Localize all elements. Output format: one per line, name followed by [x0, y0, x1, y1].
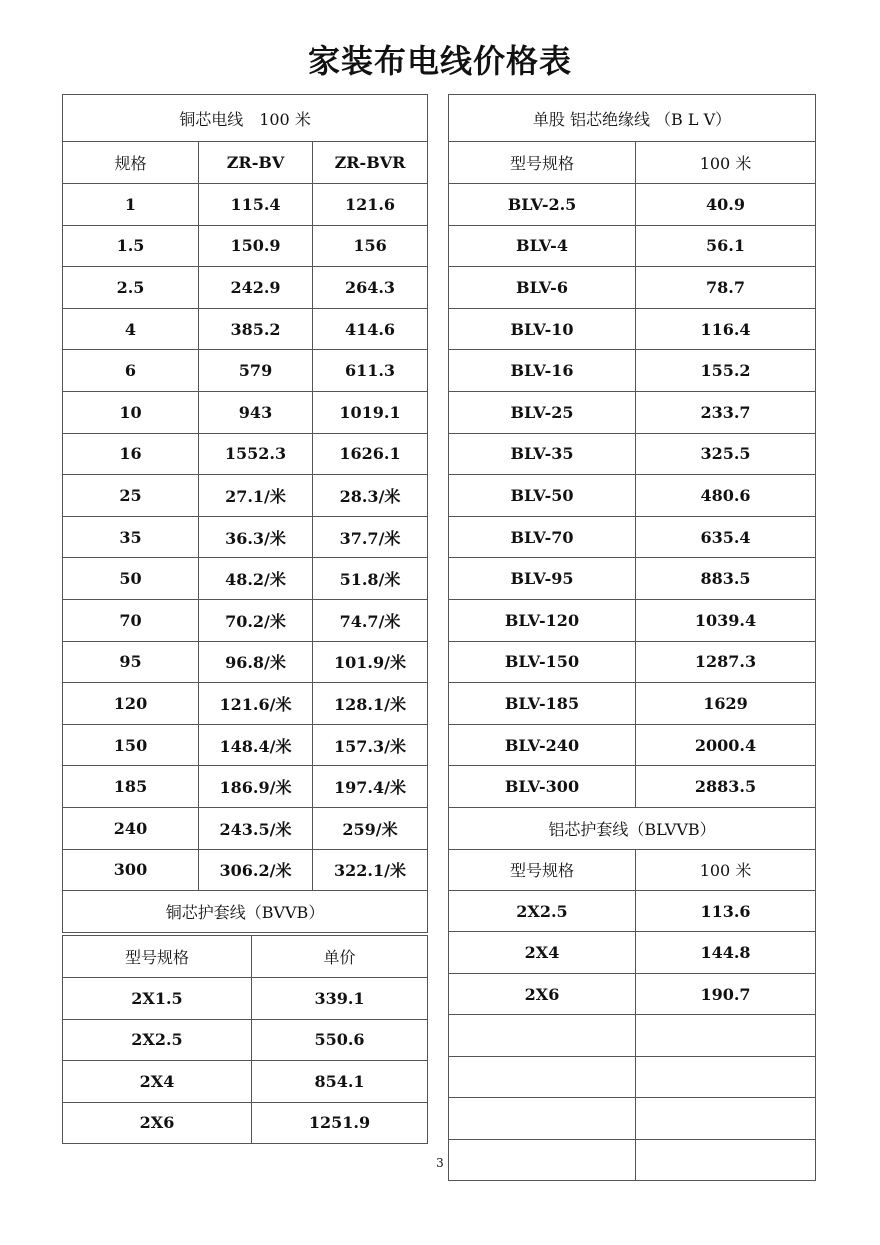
table-row: [63, 766, 428, 808]
table-cell: BLV-4: [449, 225, 636, 267]
section-title: 铜芯护套线（BVVB）: [63, 891, 428, 933]
table-cell: 148.4/米: [199, 724, 313, 766]
table-cell: 1019.1: [313, 391, 428, 433]
table-cell: 155.2: [636, 350, 816, 392]
table-cell: 2.5: [63, 267, 199, 309]
table-cell: BLV-70: [449, 516, 636, 558]
table-row: [63, 475, 428, 517]
table-cell: BLV-185: [449, 683, 636, 725]
table-cell: 480.6: [636, 475, 816, 517]
table-cell: 414.6: [313, 308, 428, 350]
table-row: [449, 766, 816, 808]
table-cell: 78.7: [636, 267, 816, 309]
table-row: [449, 599, 816, 641]
column-header: 规格: [63, 142, 199, 184]
table-cell: 2X4: [449, 932, 636, 974]
header-row: [449, 849, 816, 890]
table-cell: 1287.3: [636, 641, 816, 683]
table-row: [63, 391, 428, 433]
table-row: [63, 641, 428, 683]
column-header: 型号规格: [449, 849, 636, 890]
table-row: [449, 225, 816, 267]
table-cell: BLV-95: [449, 558, 636, 600]
table-cell: 70: [63, 599, 199, 641]
table-row: [63, 978, 428, 1020]
table-row: [63, 807, 428, 849]
table-row: [63, 724, 428, 766]
table-cell: 56.1: [636, 225, 816, 267]
table-row: [63, 683, 428, 725]
table-row: [449, 308, 816, 350]
table-cell: 1.5: [63, 225, 199, 267]
table-cell: BLV-240: [449, 724, 636, 766]
table-cell: 325.5: [636, 433, 816, 475]
column-header: ZR-BVR: [313, 142, 428, 184]
table-row: [63, 599, 428, 641]
column-header: 型号规格: [63, 936, 252, 978]
table-cell: 120: [63, 683, 199, 725]
table-row: [449, 1098, 816, 1140]
table-cell: 150.9: [199, 225, 313, 267]
table-row: [449, 184, 816, 226]
table-cell: BLV-2.5: [449, 184, 636, 226]
table-cell: 550.6: [252, 1019, 428, 1061]
column-header: 型号规格: [449, 142, 636, 184]
table-cell: 339.1: [252, 978, 428, 1020]
table-cell: 128.1/米: [313, 683, 428, 725]
table-cell: 2X1.5: [63, 978, 252, 1020]
table-cell: 635.4: [636, 516, 816, 558]
table-cell: 121.6/米: [199, 683, 313, 725]
copper-wire-table: [62, 94, 428, 933]
aluminum-wire-table: [448, 94, 816, 1181]
table-row: [449, 973, 816, 1015]
table-row: [449, 475, 816, 517]
table-row: [63, 516, 428, 558]
table-cell: 115.4: [199, 184, 313, 226]
table-cell: 1626.1: [313, 433, 428, 475]
table-cell: 1039.4: [636, 599, 816, 641]
table-cell: BLV-50: [449, 475, 636, 517]
table-cell: 37.7/米: [313, 516, 428, 558]
table-cell: 156: [313, 225, 428, 267]
table-row: [63, 1102, 428, 1144]
header-row: [449, 142, 816, 184]
table-cell: 300: [63, 849, 199, 891]
table-cell: 113.6: [636, 890, 816, 932]
table-cell: 2X2.5: [449, 890, 636, 932]
table-cell: 121.6: [313, 184, 428, 226]
column-header: ZR-BV: [199, 142, 313, 184]
table-cell: 854.1: [252, 1061, 428, 1103]
table-cell: [449, 1015, 636, 1057]
table-cell: 186.9/米: [199, 766, 313, 808]
table-cell: 35: [63, 516, 199, 558]
table-row: [449, 1056, 816, 1098]
header-row: [63, 142, 428, 184]
page-title: 家装布电线价格表: [307, 42, 572, 80]
table-cell: 27.1/米: [199, 475, 313, 517]
table-row: [63, 849, 428, 891]
table-cell: 95: [63, 641, 199, 683]
table-cell: 242.9: [199, 267, 313, 309]
table-cell: BLV-10: [449, 308, 636, 350]
table-cell: 150: [63, 724, 199, 766]
table-row: [449, 932, 816, 974]
section-title-row: [449, 807, 816, 849]
table-cell: [449, 1056, 636, 1098]
table-cell: 101.9/米: [313, 641, 428, 683]
table-row: [63, 433, 428, 475]
section-title: 铜芯电线 100 米: [63, 95, 428, 142]
header-row: [63, 936, 428, 978]
table-row: [449, 267, 816, 309]
table-cell: 28.3/米: [313, 475, 428, 517]
table-cell: 144.8: [636, 932, 816, 974]
table-cell: BLV-16: [449, 350, 636, 392]
table-cell: 2X6: [449, 973, 636, 1015]
table-cell: 322.1/米: [313, 849, 428, 891]
table-cell: BLV-6: [449, 267, 636, 309]
table-cell: 96.8/米: [199, 641, 313, 683]
table-row: [449, 433, 816, 475]
table-row: [449, 558, 816, 600]
table-cell: 1629: [636, 683, 816, 725]
table-cell: 157.3/米: [313, 724, 428, 766]
table-cell: 243.5/米: [199, 807, 313, 849]
table-cell: BLV-120: [449, 599, 636, 641]
column-header: 单价: [252, 936, 428, 978]
table-row: [63, 308, 428, 350]
table-cell: [636, 1098, 816, 1140]
table-row: [63, 1019, 428, 1061]
table-cell: 611.3: [313, 350, 428, 392]
section-title: 铝芯护套线（BLVVB）: [449, 807, 816, 849]
table-cell: 50: [63, 558, 199, 600]
table-cell: 1: [63, 184, 199, 226]
table-cell: 2X4: [63, 1061, 252, 1103]
section-title-row: [63, 891, 428, 933]
table-cell: BLV-25: [449, 391, 636, 433]
table-cell: 70.2/米: [199, 599, 313, 641]
table-cell: 116.4: [636, 308, 816, 350]
table-row: [449, 516, 816, 558]
table-cell: 40.9: [636, 184, 816, 226]
table-row: [63, 558, 428, 600]
table-row: [449, 724, 816, 766]
table-cell: 233.7: [636, 391, 816, 433]
table-cell: 943: [199, 391, 313, 433]
table-cell: 48.2/米: [199, 558, 313, 600]
section-title: 单股 铝芯绝缘线 （B L V）: [449, 95, 816, 142]
table-cell: 385.2: [199, 308, 313, 350]
table-cell: 2000.4: [636, 724, 816, 766]
column-header: 100 米: [636, 142, 816, 184]
table-cell: 2X6: [63, 1102, 252, 1144]
table-cell: [636, 1056, 816, 1098]
table-cell: BLV-300: [449, 766, 636, 808]
table-cell: 10: [63, 391, 199, 433]
section-title-row: [63, 95, 428, 142]
table-row: [449, 641, 816, 683]
table-cell: BLV-35: [449, 433, 636, 475]
table-cell: [636, 1015, 816, 1057]
table-cell: 36.3/米: [199, 516, 313, 558]
table-cell: 2X2.5: [63, 1019, 252, 1061]
table-cell: 1251.9: [252, 1102, 428, 1144]
table-cell: [449, 1098, 636, 1140]
table-cell: 185: [63, 766, 199, 808]
table-row: [449, 1015, 816, 1057]
table-row: [449, 683, 816, 725]
table-row: [63, 350, 428, 392]
page-number: 3: [436, 1156, 444, 1170]
table-cell: 25: [63, 475, 199, 517]
table-row: [63, 267, 428, 309]
table-cell: 2883.5: [636, 766, 816, 808]
table-cell: 579: [199, 350, 313, 392]
table-cell: 240: [63, 807, 199, 849]
table-cell: 264.3: [313, 267, 428, 309]
table-cell: 190.7: [636, 973, 816, 1015]
table-row: [449, 350, 816, 392]
table-row: [63, 1061, 428, 1103]
table-cell: 197.4/米: [313, 766, 428, 808]
column-header: 100 米: [636, 849, 816, 890]
table-cell: 259/米: [313, 807, 428, 849]
copper-sheathed-table: [62, 935, 428, 1144]
table-cell: 4: [63, 308, 199, 350]
table-row: [63, 184, 428, 226]
table-cell: 51.8/米: [313, 558, 428, 600]
table-cell: 74.7/米: [313, 599, 428, 641]
table-cell: 1552.3: [199, 433, 313, 475]
section-title-row: [449, 95, 816, 142]
table-cell: BLV-150: [449, 641, 636, 683]
table-row: [63, 225, 428, 267]
table-cell: 16: [63, 433, 199, 475]
table-row: [449, 890, 816, 932]
table-cell: 6: [63, 350, 199, 392]
table-cell: 306.2/米: [199, 849, 313, 891]
table-cell: 883.5: [636, 558, 816, 600]
table-row: [449, 391, 816, 433]
